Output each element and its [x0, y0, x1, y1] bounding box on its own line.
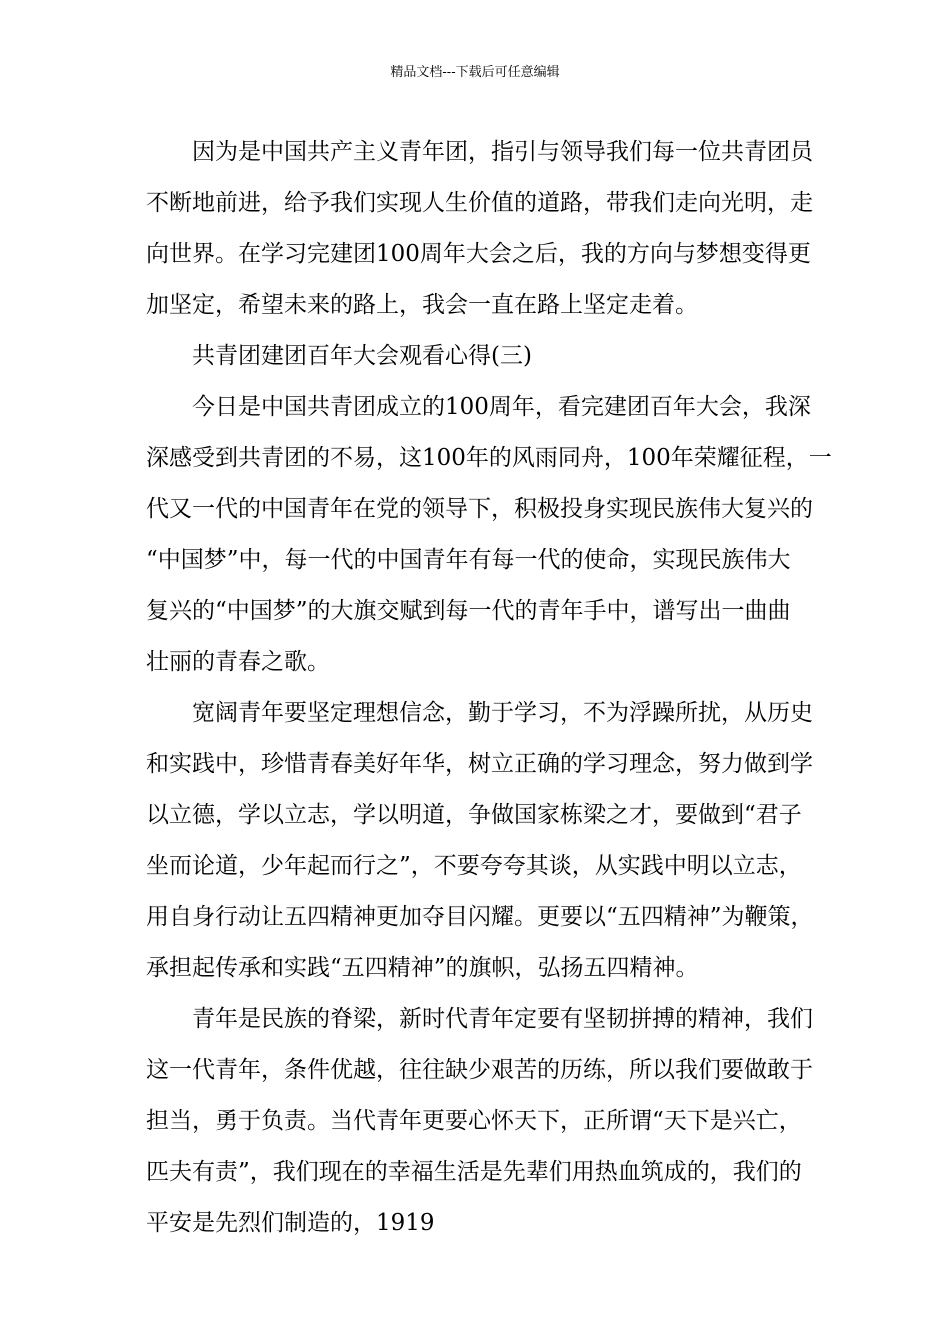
- text-line: 复兴的“中国梦”的大旗交赋到每一代的青年手中，谱写出一曲曲: [146, 598, 791, 624]
- document-body: [146, 127, 832, 1249]
- text-line: 坐而论道，少年起而行之”，不要夸夸其谈，从实践中明以立志，: [146, 853, 802, 879]
- text-line: 匹夫有责”，我们现在的幸福生活是先辈们用热血筑成的，我们的: [146, 1159, 802, 1185]
- text-line: 因为是中国共产主义青年团，指引与领导我们每一位共青团员: [192, 139, 813, 165]
- text-line: 壮丽的青春之歌。: [146, 649, 330, 675]
- text-line: 向世界。在学习完建团100周年大会之后，我的方向与梦想变得更: [146, 241, 811, 267]
- text-line: 这一代青年，条件优越，往往缺少艰苦的历练，所以我们要做敢于: [146, 1057, 813, 1083]
- text-line: 深感受到共青团的不易，这100年的风雨同舟，100年荣耀征程，一: [146, 445, 832, 471]
- text-line: 平安是先烈们制造的，1919: [146, 1210, 435, 1236]
- text-line: 和实践中，珍惜青春美好年华，树立正确的学习理念，努力做到学: [146, 751, 813, 777]
- section-heading: 共青团建团百年大会观看心得(三): [192, 343, 532, 369]
- text-line: 青年是民族的脊梁，新时代青年定要有坚韧拼搏的精神，我们: [192, 1006, 813, 1032]
- text-line: 承担起传承和实践“五四精神”的旗帜，弘扬五四精神。: [146, 955, 699, 981]
- text-line: 用自身行动让五四精神更加夺目闪耀。更要以“五四精神”为鞭策，: [146, 904, 814, 930]
- text-line: 以立德，学以立志，学以明道，争做国家栋梁之才，要做到“君子: [146, 802, 802, 828]
- text-line: “中国梦”中，每一代的中国青年有每一代的使命，实现民族伟大: [146, 547, 791, 573]
- text-line: 加坚定，希望未来的路上，我会一直在路上坚定走着。: [146, 292, 698, 318]
- text-line: 代又一代的中国青年在党的领导下，积极投身实现民族伟大复兴的: [146, 496, 813, 522]
- text-line: 不断地前进，给予我们实现人生价值的道路，带我们走向光明，走: [146, 190, 813, 216]
- text-line: 今日是中国共青团成立的100周年，看完建团百年大会，我深: [192, 394, 811, 420]
- text-line: 宽阔青年要坚定理想信念，勤于学习，不为浮躁所扰，从历史: [192, 700, 813, 726]
- page-header: 精品文档---下载后可任意编辑: [390, 65, 560, 80]
- text-line: 担当，勇于负责。当代青年更要心怀天下，正所谓“天下是兴亡，: [146, 1108, 802, 1134]
